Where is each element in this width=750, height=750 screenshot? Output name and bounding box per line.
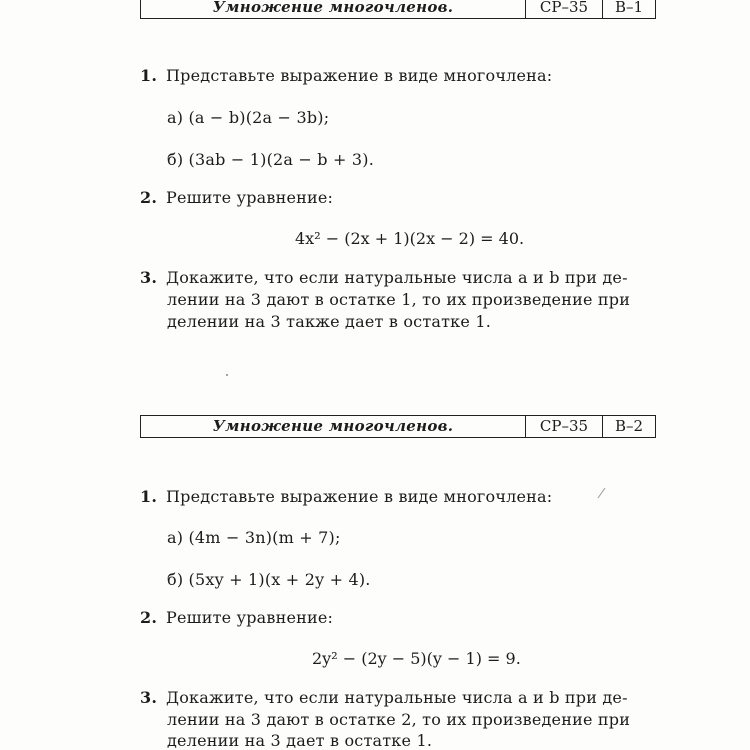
task-text: Представьте выражение в виде многочлена: bbox=[166, 66, 553, 85]
task-3-line-3: делении на 3 дает в остатке 1. bbox=[167, 731, 433, 750]
task-number: 2. bbox=[140, 608, 158, 627]
task-3-line-1 bbox=[140, 268, 628, 287]
task-1b: б) (3ab − 1)(2a − b + 3). bbox=[167, 150, 375, 169]
task-number: 3. bbox=[140, 268, 158, 287]
task-text: Докажите, что если натуральные числа a и b при де- bbox=[166, 688, 628, 707]
task-number: 1. bbox=[140, 66, 158, 85]
task-3-line-1 bbox=[140, 688, 628, 707]
task-1-prompt bbox=[140, 66, 552, 85]
task-2-equation: 2y² − (2y − 5)(y − 1) = 9. bbox=[312, 649, 521, 668]
task-1a: а) (a − b)(2a − 3b); bbox=[167, 108, 330, 127]
worksheet-code: СР–35 bbox=[525, 416, 602, 437]
variant-label: В–1 bbox=[602, 0, 655, 18]
task-2-prompt bbox=[140, 608, 333, 627]
worksheet-code: СР–35 bbox=[525, 0, 602, 18]
header-variant-2 bbox=[140, 415, 656, 438]
task-text: Решите уравнение: bbox=[166, 188, 334, 207]
task-1b: б) (5xy + 1)(x + 2y + 4). bbox=[167, 570, 371, 589]
task-2-prompt bbox=[140, 188, 333, 207]
task-text: Представьте выражение в виде многочлена: bbox=[166, 487, 553, 506]
scan-speck bbox=[224, 372, 230, 378]
variant-label: В–2 bbox=[602, 416, 655, 437]
pencil-stroke-mark bbox=[596, 486, 608, 500]
task-number: 3. bbox=[140, 688, 158, 707]
task-number: 2. bbox=[140, 188, 158, 207]
worksheet-title: Умножение многочленов. bbox=[212, 417, 454, 435]
task-3-line-2: лении на 3 дают в остатке 1, то их произведение при bbox=[167, 290, 631, 309]
task-3-line-2: лении на 3 дают в остатке 2, то их произведение при bbox=[167, 710, 631, 729]
task-text: Докажите, что если натуральные числа a и b при де- bbox=[166, 268, 628, 287]
task-text: Решите уравнение: bbox=[166, 608, 334, 627]
header-variant-1 bbox=[140, 0, 656, 19]
task-1a: а) (4m − 3n)(m + 7); bbox=[167, 528, 341, 547]
task-3-line-3: делении на 3 также дает в остатке 1. bbox=[167, 312, 491, 331]
worksheet-title: Умножение многочленов. bbox=[212, 0, 454, 16]
task-1-prompt bbox=[140, 487, 552, 506]
task-2-equation: 4x² − (2x + 1)(2x − 2) = 40. bbox=[295, 229, 525, 248]
task-number: 1. bbox=[140, 487, 158, 506]
